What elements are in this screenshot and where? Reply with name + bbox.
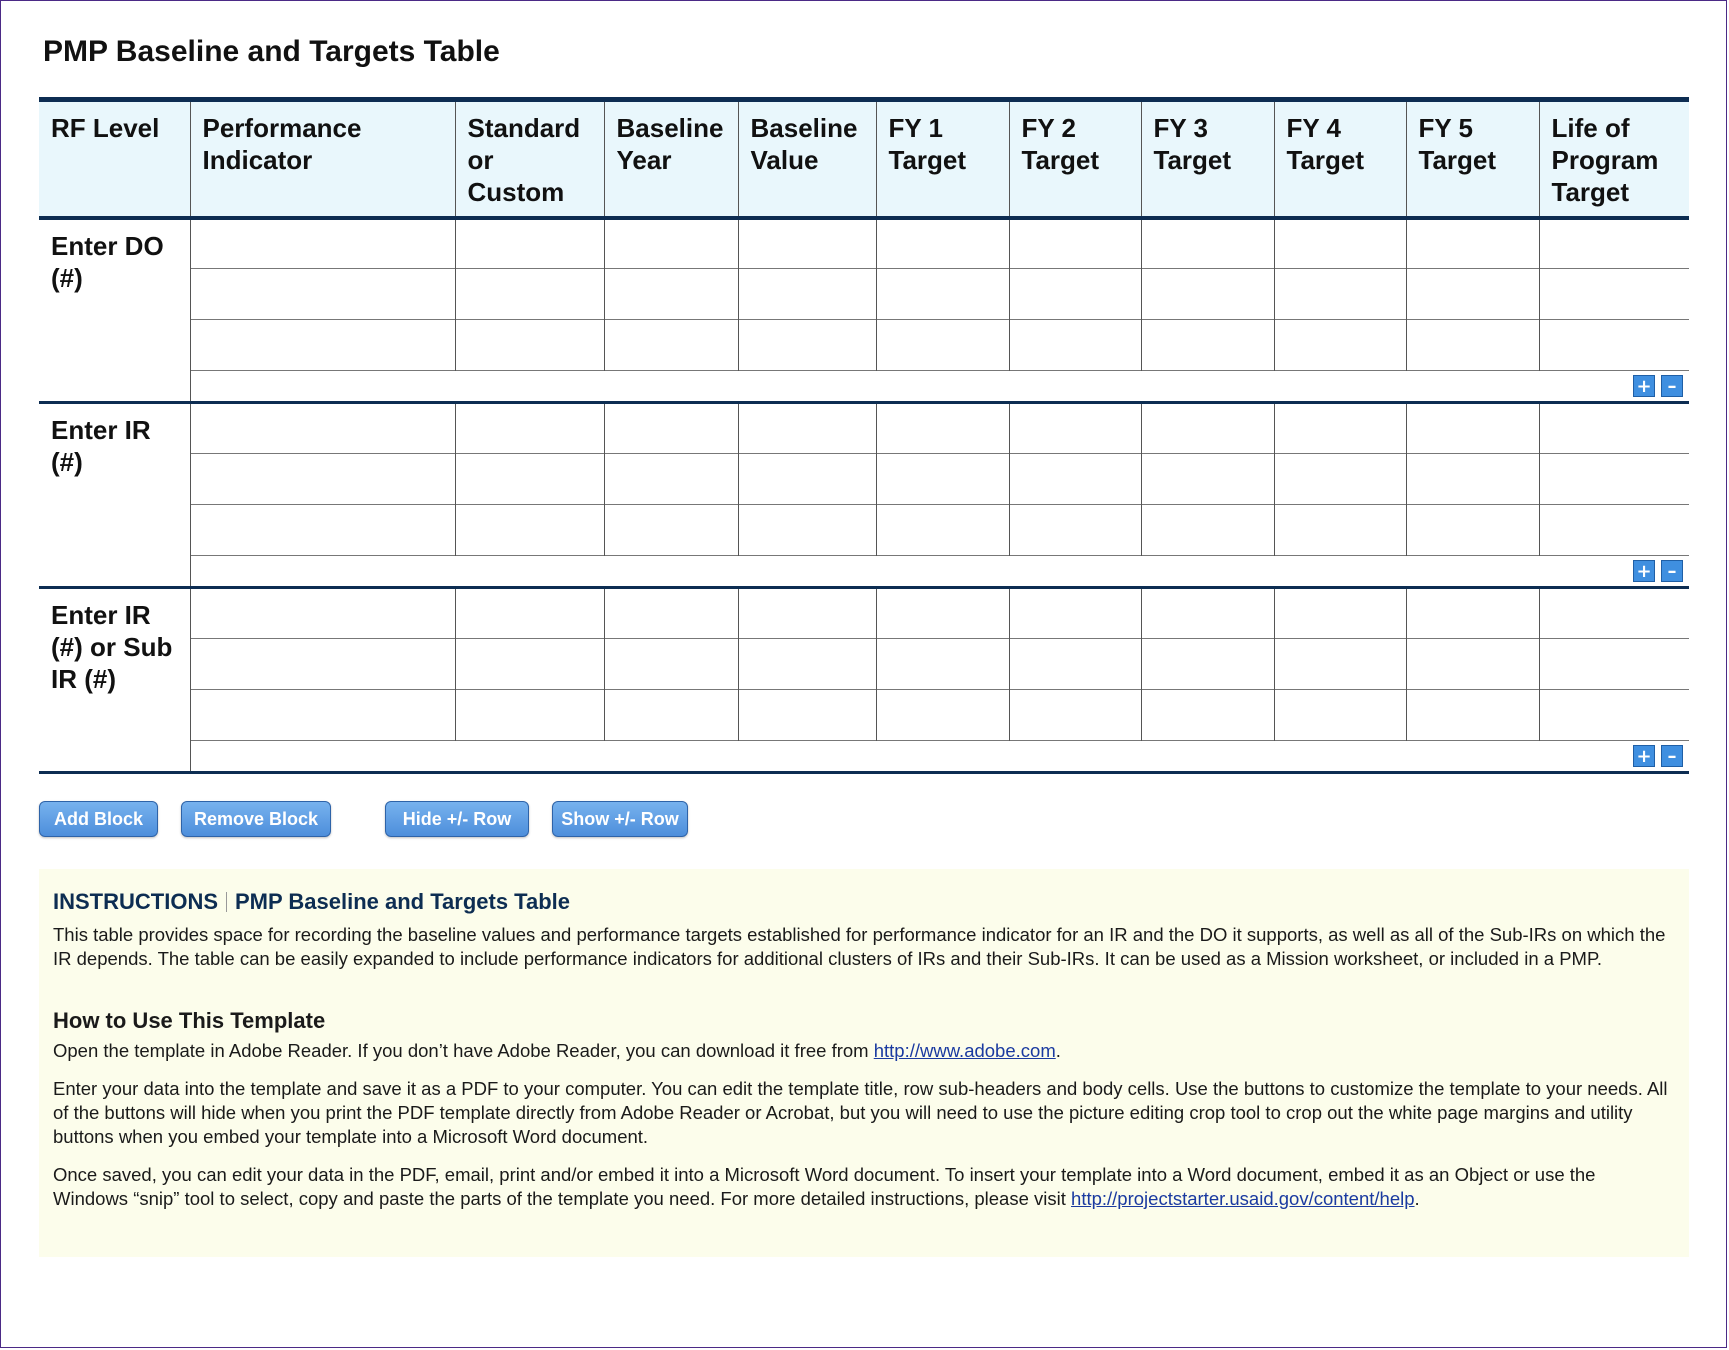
body-cell-fy2-target[interactable] [1009, 454, 1141, 505]
body-cell-fy4-target[interactable] [1274, 218, 1406, 269]
body-cell-standard-or-custom[interactable] [455, 505, 604, 556]
body-cell-fy5-target[interactable] [1406, 690, 1539, 741]
body-cell-baseline-value[interactable] [738, 403, 876, 454]
body-cell-baseline-year[interactable] [604, 320, 738, 371]
table-row [39, 690, 1689, 741]
body-cell-performance-indicator[interactable] [190, 454, 455, 505]
body-cell-life-of-program-target[interactable] [1539, 639, 1689, 690]
body-cell-fy4-target[interactable] [1274, 454, 1406, 505]
heading-divider [226, 892, 227, 912]
body-cell-baseline-value[interactable] [738, 218, 876, 269]
add-block-button[interactable]: Add Block [39, 801, 158, 837]
body-cell-life-of-program-target[interactable] [1539, 403, 1689, 454]
body-cell-fy1-target[interactable] [876, 403, 1009, 454]
body-cell-fy1-target[interactable] [876, 639, 1009, 690]
paragraph-1-text: Open the template in Adobe Reader. If you don’t have Adobe Reader, you can download it free from [53, 1040, 874, 1061]
body-cell-standard-or-custom[interactable] [455, 320, 604, 371]
table-row [39, 269, 1689, 320]
body-cell-fy5-target[interactable] [1406, 403, 1539, 454]
column-header-fy2-target: FY 2 Target [1009, 100, 1141, 218]
rf-level-cell[interactable]: Enter IR (#) [51, 415, 151, 477]
body-cell-fy4-target[interactable] [1274, 588, 1406, 639]
body-cell-fy3-target[interactable] [1141, 454, 1274, 505]
table-row [39, 454, 1689, 505]
adobe-link[interactable]: http://www.adobe.com [873, 1040, 1056, 1061]
body-cell-fy5-target[interactable] [1406, 588, 1539, 639]
body-cell-fy4-target[interactable] [1274, 639, 1406, 690]
body-cell-fy3-target[interactable] [1141, 690, 1274, 741]
body-cell-baseline-value[interactable] [738, 505, 876, 556]
body-cell-fy2-target[interactable] [1009, 690, 1141, 741]
body-cell-standard-or-custom[interactable] [455, 269, 604, 320]
body-cell-fy2-target[interactable] [1009, 320, 1141, 371]
rf-level-cell[interactable]: Enter IR (#) or Sub IR (#) [51, 600, 173, 694]
row-controls-cell [190, 556, 1689, 588]
column-header-rf-level: RF Level [39, 100, 190, 218]
body-cell-fy5-target[interactable] [1406, 505, 1539, 556]
instructions-intro: This table provides space for recording the baseline values and performance targets established for performance indicator for an IR and the DO it supports, as well as all of the Sub-IRs on which the IR depends. The table can be easily expanded to include performance indicators for additional clusters of IRs and their Sub-IRs. It can be used as a Mission worksheet, or included in a PMP. [53, 924, 1666, 969]
body-cell-baseline-year[interactable] [604, 639, 738, 690]
body-cell-standard-or-custom[interactable] [455, 639, 604, 690]
hide-row-button[interactable]: Hide +/- Row [385, 801, 529, 837]
body-cell-fy1-target[interactable] [876, 218, 1009, 269]
body-cell-fy1-target[interactable] [876, 454, 1009, 505]
remove-block-button[interactable]: Remove Block [181, 801, 331, 837]
instructions-paragraph-1 [53, 1039, 1675, 1063]
body-cell-fy1-target[interactable] [876, 588, 1009, 639]
body-cell-baseline-value[interactable] [738, 588, 876, 639]
instructions-subtitle: PMP Baseline and Targets Table [235, 889, 570, 914]
body-cell-baseline-value[interactable] [738, 690, 876, 741]
body-cell-baseline-value[interactable] [738, 639, 876, 690]
body-cell-performance-indicator[interactable] [190, 218, 455, 269]
body-cell-fy3-target[interactable] [1141, 505, 1274, 556]
body-cell-baseline-value[interactable] [738, 269, 876, 320]
projectstarter-help-link[interactable]: http://projectstarter.usaid.gov/content/help [1071, 1188, 1415, 1209]
page-title[interactable]: PMP Baseline and Targets Table [43, 35, 500, 68]
body-cell-baseline-year[interactable] [604, 690, 738, 741]
remove-row-button[interactable]: – [1661, 745, 1683, 767]
row-controls [39, 741, 1689, 773]
body-cell-fy4-target[interactable] [1274, 505, 1406, 556]
table-block [39, 218, 1689, 403]
instructions-panel [39, 869, 1689, 1257]
remove-row-button[interactable]: – [1661, 375, 1683, 397]
how-to-heading: How to Use This Template [53, 1008, 326, 1033]
body-cell-life-of-program-target[interactable] [1539, 690, 1689, 741]
add-row-button[interactable]: + [1633, 745, 1655, 767]
action-buttons [1, 801, 1726, 841]
table-row [39, 320, 1689, 371]
body-cell-fy1-target[interactable] [876, 269, 1009, 320]
body-cell-fy4-target[interactable] [1274, 269, 1406, 320]
body-cell-standard-or-custom[interactable] [455, 588, 604, 639]
column-header-fy5-target: FY 5 Target [1406, 100, 1539, 218]
body-cell-standard-or-custom[interactable] [455, 218, 604, 269]
body-cell-life-of-program-target[interactable] [1539, 320, 1689, 371]
body-cell-fy4-target[interactable] [1274, 690, 1406, 741]
table-header-row [39, 100, 1689, 218]
body-cell-fy5-target[interactable] [1406, 320, 1539, 371]
row-controls-cell [190, 371, 1689, 403]
body-cell-life-of-program-target[interactable] [1539, 218, 1689, 269]
instructions-heading [53, 889, 1675, 915]
body-cell-performance-indicator[interactable] [190, 505, 455, 556]
column-header-baseline-value: Baseline Value [738, 100, 876, 218]
table-row [39, 218, 1689, 269]
body-cell-baseline-year[interactable] [604, 403, 738, 454]
table-row [39, 505, 1689, 556]
body-cell-baseline-value[interactable] [738, 320, 876, 371]
body-cell-fy4-target[interactable] [1274, 320, 1406, 371]
add-row-button[interactable]: + [1633, 560, 1655, 582]
paragraph-3-text: Once saved, you can edit your data in the PDF, email, print and/or embed it into a Microsoft Word document. To insert your template into a Word document, embed it as an Object or use the Windows “snip” tool to select, copy and paste the parts of the template you need. For more detailed instructions, please visit [53, 1164, 1596, 1209]
body-cell-life-of-program-target[interactable] [1539, 454, 1689, 505]
body-cell-fy2-target[interactable] [1009, 269, 1141, 320]
body-cell-baseline-year[interactable] [604, 588, 738, 639]
body-cell-fy1-target[interactable] [876, 690, 1009, 741]
table-block [39, 403, 1689, 588]
pmp-baseline-targets-table [39, 97, 1689, 774]
body-cell-fy4-target[interactable] [1274, 403, 1406, 454]
body-cell-baseline-year[interactable] [604, 269, 738, 320]
add-row-button[interactable]: + [1633, 375, 1655, 397]
body-cell-life-of-program-target[interactable] [1539, 505, 1689, 556]
body-cell-performance-indicator[interactable] [190, 403, 455, 454]
body-cell-fy5-target[interactable] [1406, 269, 1539, 320]
column-header-baseline-year: Baseline Year [604, 100, 738, 218]
body-cell-fy5-target[interactable] [1406, 639, 1539, 690]
body-cell-fy5-target[interactable] [1406, 454, 1539, 505]
row-controls-cell [190, 741, 1689, 773]
body-cell-baseline-value[interactable] [738, 454, 876, 505]
table-row [39, 639, 1689, 690]
body-cell-fy2-target[interactable] [1009, 639, 1141, 690]
body-cell-baseline-year[interactable] [604, 505, 738, 556]
column-header-life-of-program-target: Life of Program Target [1539, 100, 1689, 218]
row-controls [39, 371, 1689, 403]
paragraph-1-end: . [1055, 1040, 1061, 1061]
body-cell-fy3-target[interactable] [1141, 320, 1274, 371]
paragraph-3-end: . [1414, 1188, 1420, 1209]
column-header-performance-indicator: Performance Indicator [190, 100, 455, 218]
body-cell-life-of-program-target[interactable] [1539, 588, 1689, 639]
column-header-fy1-target: FY 1 Target [876, 100, 1009, 218]
column-header-fy3-target: FY 3 Target [1141, 100, 1274, 218]
column-header-fy4-target: FY 4 Target [1274, 100, 1406, 218]
body-cell-performance-indicator[interactable] [190, 588, 455, 639]
body-cell-fy2-target[interactable] [1009, 218, 1141, 269]
body-cell-life-of-program-target[interactable] [1539, 269, 1689, 320]
table-row [39, 403, 1689, 454]
rf-level-cell[interactable]: Enter DO (#) [51, 230, 164, 293]
body-cell-fy3-target[interactable] [1141, 588, 1274, 639]
remove-row-button[interactable]: – [1661, 560, 1683, 582]
body-cell-baseline-year[interactable] [604, 218, 738, 269]
table-block [39, 588, 1689, 773]
body-cell-standard-or-custom[interactable] [455, 403, 604, 454]
instructions-paragraph-2: Enter your data into the template and save it as a PDF to your computer. You can edit the template title, row sub-headers and body cells. Use the buttons to customize the template to your needs. All of the buttons will hide when you print the PDF template directly from Adobe Reader or Acrobat, but you will need to use the picture editing crop tool to crop out the white page margins and utility buttons when you embed your template into a Microsoft Word document. [53, 1078, 1668, 1147]
body-cell-fy2-target[interactable] [1009, 403, 1141, 454]
body-cell-fy1-target[interactable] [876, 320, 1009, 371]
body-cell-performance-indicator[interactable] [190, 690, 455, 741]
body-cell-baseline-year[interactable] [604, 454, 738, 505]
instructions-label: INSTRUCTIONS [53, 889, 218, 914]
body-cell-performance-indicator[interactable] [190, 269, 455, 320]
body-cell-standard-or-custom[interactable] [455, 454, 604, 505]
body-cell-fy3-target[interactable] [1141, 218, 1274, 269]
table-row [39, 588, 1689, 639]
column-header-standard-or-custom: Standard or Custom [455, 100, 604, 218]
body-cell-performance-indicator[interactable] [190, 639, 455, 690]
body-cell-fy2-target[interactable] [1009, 588, 1141, 639]
body-cell-fy3-target[interactable] [1141, 403, 1274, 454]
instructions-paragraph-3 [53, 1163, 1675, 1211]
body-cell-fy5-target[interactable] [1406, 218, 1539, 269]
body-cell-fy2-target[interactable] [1009, 505, 1141, 556]
show-row-button[interactable]: Show +/- Row [552, 801, 688, 837]
body-cell-fy3-target[interactable] [1141, 269, 1274, 320]
body-cell-standard-or-custom[interactable] [455, 690, 604, 741]
body-cell-performance-indicator[interactable] [190, 320, 455, 371]
row-controls [39, 556, 1689, 588]
body-cell-fy3-target[interactable] [1141, 639, 1274, 690]
body-cell-fy1-target[interactable] [876, 505, 1009, 556]
